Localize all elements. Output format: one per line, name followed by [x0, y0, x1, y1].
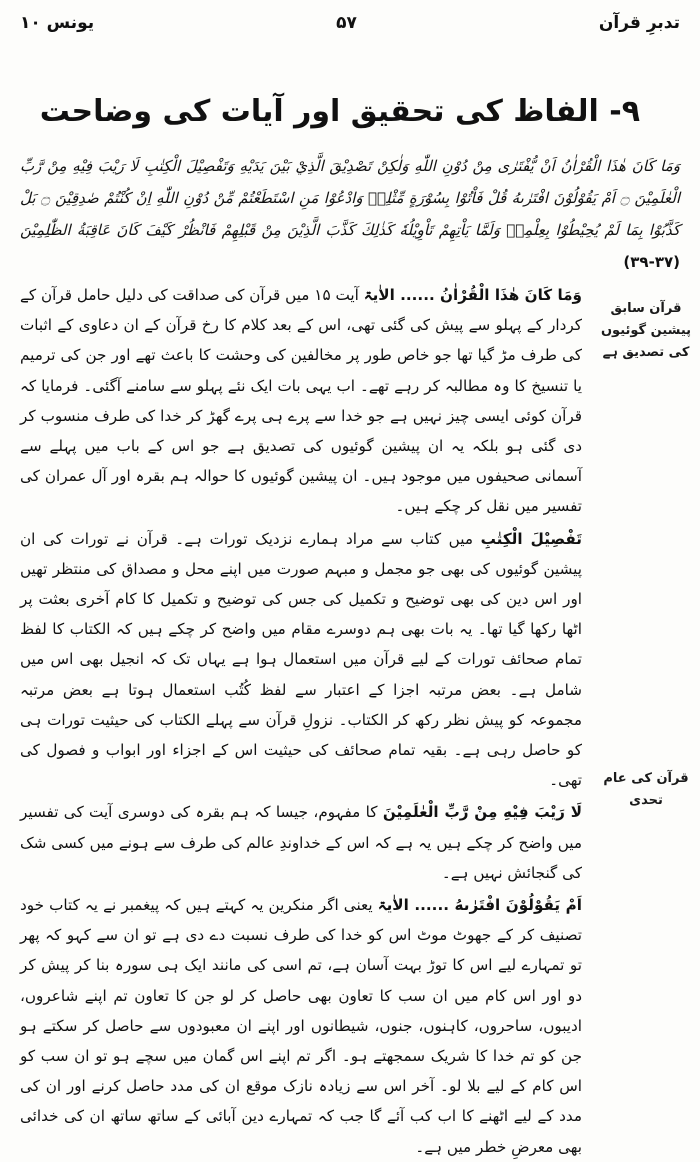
verse-reference: (۳۷-۳۹) — [623, 253, 680, 271]
lemma-3: لَا رَيْبَ فِيْهِ مِنْ رَّبِّ الْعٰلَمِيْنَ — [382, 803, 583, 822]
paragraph-4 — [20, 890, 582, 1162]
commentary-body — [20, 280, 583, 1156]
running-header — [20, 6, 680, 40]
arabic-verses — [20, 150, 680, 278]
lemma-4: اَمْ يَقُوْلُوْنَ افْتَرٰىهُ ...... الاٰیۃ — [377, 896, 583, 915]
book-title: تدبرِ قرآن — [598, 13, 680, 33]
paragraph-text-3: کا مفہوم، جیسا کہ ہم بقرہ کی دوسری آیت کی تفسیر میں واضح کر چکے ہیں یہ ہے کہ اس کے خداوندِ عالم کی طرف سے ہونے میں کسی شک کی گنجائش نہیں ہے۔ — [20, 803, 582, 882]
lemma-2: تَفْصِيْلَ الْكِتٰبِ — [480, 529, 583, 548]
margin-note-challenge: قرآن کی عام تحدی — [603, 771, 689, 808]
paragraph-3 — [20, 797, 582, 888]
section-title: ۹- الفاظ کی تحقیق اور آیات کی وضاحت — [39, 94, 640, 129]
paragraph-text-4: یعنی اگر منکرین یہ کہتے ہیں کہ پیغمبر نے یہ کتاب خود تصنیف کر کے جھوٹ موٹ اس کو خدا کی طرف نسبت دے دی ہے تو ان سے کہو کہ پھر تو تمہارے لیے اس کا توڑ بہت آسان ہے، تم اسی کی مانند ایک ہی سورہ بنا کر پیش کر دو اور اس کام میں ان سب کا تعاون بھی حاصل کر لو جن کا تعاون تم اپنے شاعروں، ادیبوں، ساحروں، کاہنوں، جنوں، شیطانوں اور اپنے ان معبودوں سے حاصل کر سکتے ہو جن کو تم خدا کا شریک سمجھتے ہو۔ اگر تم اپنے اس گمان میں سچے ہو تو ان سب کو اس کام کے لیے بلا لو۔ آخر اس سے زیادہ نازک موقع ان کی مدد حاصل کرنے اور ان کی مدد کے لیے اٹھنے کا اب کب آئے گا جب کہ تمہارے دین آبائی کے ساتھ ساتھ ان کی خدائی بھی معرضِ خطر میں ہے۔ — [20, 896, 582, 1156]
arabic-verse-text: وَمَا كَانَ هٰذَا الْقُرْاٰنُ اَنْ يُّفْتَرٰى مِنْ دُوْنِ اللّٰهِ وَلٰكِنْ تَصْدِيْقَ الَّذِيْ بَيْنَ يَدَيْهِ وَتَفْصِيْلَ الْكِتٰبِ لَا رَيْبَ فِيْهِ مِنْ رَّبِّ الْعٰلَمِيْنَ ۝ اَمْ يَقُوْلُوْنَ افْتَرٰىهُ قُلْ فَاْتُوْا بِسُوْرَةٍ مِّثْلِهٖ وَادْعُوْا مَنِ اسْتَطَعْتُمْ مِّنْ دُوْنِ اللّٰهِ اِنْ كُنْتُمْ صٰدِقِيْنَ ۝ بَلْ كَذَّبُوْا بِمَا لَمْ يُحِيْطُوْا بِعِلْمِهٖ وَلَمَّا يَاْتِهِمْ تَاْوِيْلُهٗ كَذٰلِكَ كَذَّبَ الَّذِيْنَ مِنْ قَبْلِهِمْ فَانْظُرْ كَيْفَ كَانَ عَاقِبَةُ الظّٰلِمِيْنَ — [20, 157, 680, 239]
paragraph-1 — [20, 280, 582, 522]
lemma-1: وَمَا كَانَ هٰذَا الْقُرْاٰنُ ...... الاٰیۃ — [363, 286, 582, 304]
paragraph-text-1: آیت ۱۵ میں قرآن کی صداقت کی دلیل حامل قرآن کے کردار کے پہلو سے پیش کی گئی تھی، اس کے بعد کلام کا رخ قرآن کے ان دعاوی کے اثبات کی طرف مڑ گیا تھا جو خاص طور پر مخالفین کی وحشت کا باعث تھے اور جن کی ترمیم یا تنسیخ کا وہ مطالبہ کر رہے تھے۔ اب یہی بات ایک نئے پہلو سے سامنے آگئی۔ فرمایا کہ قرآن کوئی ایسی چیز نہیں ہے جو خدا سے پرے ہی پرے گھڑ کر خدا کی طرف منسوب کر دی گئی ہو بلکہ یہ ان پیشین گوئیوں کی تصدیق ہے جو اس کے باب میں پہلے سے آسمانی صحیفوں میں موجود ہیں۔ ان پیشین گوئیوں کا حوالہ ہم بقرہ اور آل عمران کی تفسیر میں نقل کر چکے ہیں۔ — [20, 286, 582, 516]
surah-name: یونس ۱۰ — [20, 13, 95, 33]
margin-note-prophecy: قرآن سابق پیشین گوئیوں کی تصدیق ہے — [600, 301, 692, 360]
page-number: ۵۷ — [336, 13, 357, 33]
paragraph-2 — [20, 524, 582, 796]
paragraph-text-2: میں کتاب سے مراد ہمارے نزدیک تورات ہے۔ قرآن نے تورات کی ان پیشین گوئیوں کی بھی جو مجمل و مبہم صورت میں اپنے محل و مصداق کی منتظر تھیں اور اس دین کی بھی توضیح و تکمیل کی جس کی توضیح و تکمیل کا کام آخری بعثت پر اٹھا رکھا گیا تھا۔ یہ بات بھی ہم دوسرے مقام میں واضح کر چکے ہیں کہ الکتاب کا لفظ تمام صحائف تورات کے لیے قرآن میں استعمال ہوا ہے یہاں تک کہ انجیل بھی اس میں شامل ہے۔ بعض مرتبہ اجزا کے اعتبار سے لفظ کُتُب استعمال ہوتا ہے بعض مرتبہ مجموعہ کو پیش نظر رکھ کر الکتاب۔ نزولِ قرآن سے پہلے الکتاب کی حیثیت تورات ہی کو حاصل رہی ہے۔ بقیہ تمام صحائف کی حیثیت اس کے اجزاء اور ابواب و فصول کی تھی۔ — [20, 529, 582, 790]
